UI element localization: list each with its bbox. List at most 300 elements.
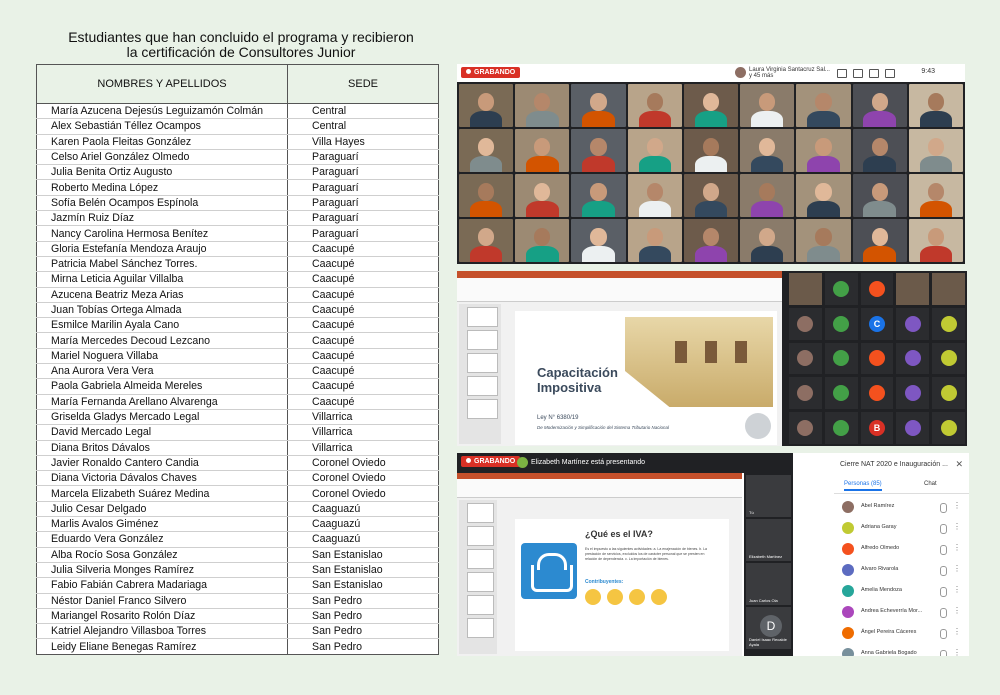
participant-tile[interactable] — [571, 129, 625, 172]
student-sede: Caacupé — [288, 333, 439, 348]
more-options-icon[interactable]: ⋮ — [953, 501, 961, 510]
meeting-topbar — [457, 64, 965, 82]
student-sede: Central — [288, 104, 439, 119]
video-label: Juan Carlos Ola — [749, 598, 778, 603]
column-header-names: NOMBRES Y APELLIDOS — [37, 65, 288, 104]
participant-tile[interactable] — [459, 219, 513, 262]
participant-body — [920, 156, 953, 172]
person-icon — [607, 589, 623, 605]
table-row — [37, 578, 439, 593]
recording-badge — [461, 67, 520, 78]
participant-tile[interactable] — [796, 219, 850, 262]
participant-row[interactable] — [834, 539, 969, 560]
table-row — [37, 532, 439, 547]
video-label: Tú — [749, 510, 754, 515]
student-sede: Caaguazú — [288, 517, 439, 532]
current-slide — [515, 311, 777, 445]
student-sede: Caaguazú — [288, 532, 439, 547]
slide-title-line-1: Capacitación — [537, 365, 618, 380]
participant-face — [759, 138, 775, 155]
participant-body — [470, 201, 503, 217]
participant-face — [647, 138, 663, 155]
participant-tile[interactable] — [628, 129, 682, 172]
presenting-label: Elizabeth Martínez está presentando — [531, 459, 646, 466]
more-options-icon[interactable]: ⋮ — [953, 606, 961, 615]
participant-tile[interactable] — [896, 343, 929, 375]
student-name: Marcela Elizabeth Suárez Medina — [37, 486, 288, 501]
participant-tile[interactable] — [789, 377, 822, 409]
record-icon — [466, 69, 471, 74]
company-icon — [629, 589, 645, 605]
table-row — [37, 455, 439, 470]
participant-face — [815, 138, 831, 155]
slide-thumb[interactable] — [467, 526, 494, 546]
slide-title — [537, 365, 618, 395]
student-name: Alba Rocío Sosa González — [37, 547, 288, 562]
ppt-titlebar — [457, 473, 742, 479]
participant-tile[interactable] — [571, 219, 625, 262]
student-sede: Caacupé — [288, 256, 439, 271]
student-name: Azucena Beatriz Meza Arias — [37, 287, 288, 302]
table-row — [37, 379, 439, 394]
table-body — [37, 104, 439, 655]
participant-tile[interactable] — [896, 308, 929, 340]
avatar — [842, 522, 854, 534]
avatar — [842, 648, 854, 656]
participant-tile[interactable] — [909, 174, 963, 217]
mic-off-icon — [940, 566, 947, 576]
participant-tile[interactable] — [825, 308, 858, 340]
slide-thumb[interactable] — [467, 330, 498, 350]
participant-tile[interactable] — [515, 129, 569, 172]
more-options-icon[interactable]: ⋮ — [953, 564, 961, 573]
table-row — [37, 425, 439, 440]
participant-tile[interactable] — [796, 129, 850, 172]
student-sede: San Estanislao — [288, 547, 439, 562]
participant-tile[interactable] — [628, 84, 682, 127]
iva-screenshot — [457, 453, 969, 656]
participant-name: Alvaro Rivarola — [861, 566, 899, 572]
slide-thumb[interactable] — [467, 353, 498, 373]
slide-heading: ¿Qué es el IVA? — [585, 529, 653, 539]
participant-body — [639, 111, 672, 127]
mic-off-icon — [940, 503, 947, 513]
avatar — [797, 420, 813, 436]
more-options-icon[interactable]: ⋮ — [953, 648, 961, 656]
avatar — [941, 420, 957, 436]
student-name: Paola Gabriela Almeida Mereles — [37, 379, 288, 394]
slide-thumb[interactable] — [467, 376, 498, 396]
participant-tile[interactable] — [853, 129, 907, 172]
table-row — [37, 501, 439, 516]
participant-tile[interactable] — [896, 273, 929, 305]
participant-tile[interactable] — [861, 377, 894, 409]
student-sede: Villa Hayes — [288, 134, 439, 149]
table-row — [37, 180, 439, 195]
avatar — [842, 627, 854, 639]
participant-face — [928, 183, 944, 200]
student-sede: Caacupé — [288, 318, 439, 333]
participant-tile[interactable] — [571, 84, 625, 127]
participant-tile[interactable] — [825, 273, 858, 305]
participant-row[interactable] — [834, 644, 969, 656]
participant-face — [478, 138, 494, 155]
participant-tile[interactable] — [515, 219, 569, 262]
participant-face — [928, 93, 944, 110]
slide-contrib-label: Contribuyentes: — [585, 579, 624, 585]
slide-thumb[interactable] — [467, 503, 494, 523]
participant-tile[interactable] — [896, 412, 929, 444]
building-image — [625, 317, 773, 407]
student-name: Mariangel Rosarito Rolón Díaz — [37, 608, 288, 623]
student-sede: Caacupé — [288, 379, 439, 394]
participant-row[interactable] — [834, 623, 969, 644]
person-icon — [585, 589, 601, 605]
participant-face — [759, 228, 775, 245]
current-slide — [515, 519, 729, 651]
ppt-thumbnails — [459, 304, 501, 444]
avatar — [797, 385, 813, 401]
participant-tile[interactable] — [853, 219, 907, 262]
mic-off-icon — [940, 650, 947, 656]
participant-tile[interactable] — [684, 129, 738, 172]
participant-tile[interactable] — [909, 84, 963, 127]
ppt-ribbon — [457, 271, 782, 302]
student-name: Diana Victoria Dávalos Chaves — [37, 471, 288, 486]
table-row — [37, 624, 439, 639]
slide-thumb[interactable] — [467, 549, 494, 569]
participant-body — [863, 111, 896, 127]
participant-tile[interactable] — [684, 219, 738, 262]
participant-tile[interactable] — [628, 174, 682, 217]
student-name: Fabio Fabián Cabrera Madariaga — [37, 578, 288, 593]
participant-face — [647, 93, 663, 110]
participant-grid-small — [787, 271, 967, 446]
participant-tile[interactable] — [789, 273, 822, 305]
tab-chat[interactable]: Chat — [924, 481, 937, 487]
avatar — [905, 385, 921, 401]
participant-tile[interactable] — [459, 84, 513, 127]
participant-body — [863, 156, 896, 172]
slide-thumb[interactable] — [467, 618, 494, 638]
participant-tile[interactable] — [825, 377, 858, 409]
participant-body — [639, 156, 672, 172]
participant-body — [470, 156, 503, 172]
student-sede: Central — [288, 119, 439, 134]
mic-off-icon — [940, 587, 947, 597]
student-name: Gloria Estefanía Mendoza Araujo — [37, 241, 288, 256]
slide-thumb[interactable] — [467, 399, 498, 419]
decorative-circle — [745, 413, 771, 439]
mic-off-icon — [940, 545, 947, 555]
student-name: Patricia Mabel Sánchez Torres. — [37, 256, 288, 271]
participant-row[interactable] — [834, 560, 969, 581]
table-row — [37, 149, 439, 164]
student-sede: San Pedro — [288, 608, 439, 623]
student-sede: Paraguarí — [288, 180, 439, 195]
participant-tile[interactable] — [861, 308, 894, 340]
student-sede: Paraguarí — [288, 195, 439, 210]
participant-tile[interactable] — [932, 308, 965, 340]
avatar — [833, 385, 849, 401]
participant-tile[interactable] — [740, 219, 794, 262]
participant-body — [807, 111, 840, 127]
more-options-icon[interactable]: ⋮ — [953, 585, 961, 594]
table-row — [37, 211, 439, 226]
avatar: C — [869, 316, 885, 332]
participant-face — [872, 138, 888, 155]
slide-thumb[interactable] — [467, 572, 494, 592]
student-sede: Caacupé — [288, 302, 439, 317]
table-row — [37, 104, 439, 119]
participant-tile[interactable] — [909, 219, 963, 262]
table-row — [37, 639, 439, 654]
table-row — [37, 119, 439, 134]
participant-tile[interactable] — [740, 174, 794, 217]
avatar — [797, 316, 813, 332]
student-name: Esmilce Marilin Ayala Cano — [37, 318, 288, 333]
student-sede: San Estanislao — [288, 578, 439, 593]
participant-tile[interactable] — [789, 412, 822, 444]
participant-tile[interactable] — [459, 129, 513, 172]
meeting-screenshot-grid — [457, 64, 965, 264]
student-sede: Caacupé — [288, 348, 439, 363]
participant-row[interactable] — [834, 602, 969, 623]
participant-tile[interactable] — [628, 219, 682, 262]
table-row — [37, 547, 439, 562]
participant-face — [703, 183, 719, 200]
student-name: Julio Cesar Delgado — [37, 501, 288, 516]
student-name: Marlis Avalos Giménez — [37, 517, 288, 532]
avatar — [941, 350, 957, 366]
student-sede: Villarrica — [288, 440, 439, 455]
table-row — [37, 302, 439, 317]
avatar — [833, 316, 849, 332]
avatar — [941, 385, 957, 401]
participant-name: Amelia Mendoza — [861, 587, 902, 593]
participant-body — [807, 201, 840, 217]
participant-face — [703, 93, 719, 110]
participant-body — [807, 156, 840, 172]
participant-tile[interactable] — [796, 84, 850, 127]
table-row — [37, 165, 439, 180]
participant-face — [703, 228, 719, 245]
participant-row[interactable] — [834, 497, 969, 518]
column-header-sede: SEDE — [288, 65, 439, 104]
participant-tile[interactable] — [861, 273, 894, 305]
more-icon[interactable] — [885, 69, 895, 78]
table-row — [37, 241, 439, 256]
participant-tile[interactable] — [459, 174, 513, 217]
participant-face — [534, 228, 550, 245]
participant-tile[interactable] — [740, 84, 794, 127]
student-name: Sofía Belén Ocampos Espínola — [37, 195, 288, 210]
participant-face — [478, 93, 494, 110]
table-row — [37, 364, 439, 379]
activities-icon[interactable] — [869, 69, 879, 78]
participant-body — [582, 111, 615, 127]
participant-tile[interactable] — [932, 343, 965, 375]
document-title — [36, 30, 446, 60]
slide-thumb[interactable] — [467, 307, 498, 327]
participant-row[interactable] — [834, 518, 969, 539]
video-tile[interactable] — [746, 563, 791, 605]
participant-tile[interactable] — [932, 377, 965, 409]
panel-title: Cierre NAT 2020 e Inauguración ... — [840, 461, 948, 468]
host-info — [749, 67, 830, 79]
participant-face — [703, 138, 719, 155]
video-tile[interactable] — [746, 607, 791, 649]
presenting-bar — [457, 453, 793, 473]
participant-body — [582, 156, 615, 172]
student-sede: Paraguarí — [288, 211, 439, 226]
participant-face — [815, 228, 831, 245]
participant-tile[interactable] — [909, 129, 963, 172]
participant-tile[interactable] — [896, 377, 929, 409]
table-row — [37, 348, 439, 363]
more-options-icon[interactable]: ⋮ — [953, 627, 961, 636]
table-header-row — [37, 65, 439, 104]
participant-face — [590, 228, 606, 245]
avatar — [842, 585, 854, 597]
company-icon — [651, 589, 667, 605]
participant-body — [582, 246, 615, 262]
student-name: Leidy Eliane Benegas Ramírez — [37, 639, 288, 654]
student-sede: Caacupé — [288, 272, 439, 287]
student-name: Néstor Daniel Franco Silvero — [37, 593, 288, 608]
participant-tile[interactable] — [684, 84, 738, 127]
student-sede: San Pedro — [288, 639, 439, 654]
participant-tile[interactable] — [515, 84, 569, 127]
close-icon[interactable]: ✕ — [955, 459, 963, 469]
participant-body — [920, 201, 953, 217]
student-name: Mariel Noguera Villaba — [37, 348, 288, 363]
participant-tile[interactable] — [861, 412, 894, 444]
chat-icon[interactable] — [853, 69, 863, 78]
participant-body — [639, 201, 672, 217]
tab-people[interactable]: Personas (85) — [844, 481, 882, 491]
avatar — [869, 350, 885, 366]
table-row — [37, 333, 439, 348]
mic-off-icon — [940, 608, 947, 618]
participant-face — [534, 183, 550, 200]
participant-tile[interactable] — [825, 343, 858, 375]
table-row — [37, 593, 439, 608]
participant-face — [647, 228, 663, 245]
video-tile[interactable] — [746, 519, 791, 561]
student-name: Julia Benita Ortiz Augusto — [37, 165, 288, 180]
avatar — [905, 420, 921, 436]
student-sede: Coronel Oviedo — [288, 486, 439, 501]
participant-name: Andrea Echeverría Mor... — [861, 608, 923, 614]
participant-tile[interactable] — [932, 412, 965, 444]
student-sede: San Estanislao — [288, 562, 439, 577]
participant-face — [815, 183, 831, 200]
people-icon[interactable] — [837, 69, 847, 78]
participant-tile[interactable] — [789, 308, 822, 340]
recording-badge — [461, 456, 520, 467]
participant-tile[interactable] — [789, 343, 822, 375]
student-sede: Villarrica — [288, 409, 439, 424]
avatar — [517, 457, 528, 468]
student-sede: Coronel Oviedo — [288, 471, 439, 486]
student-sede: Paraguarí — [288, 149, 439, 164]
student-name: Eduardo Vera González — [37, 532, 288, 547]
avatar — [869, 385, 885, 401]
participant-tile[interactable] — [571, 174, 625, 217]
table-row — [37, 608, 439, 623]
building-window — [735, 341, 747, 363]
participant-name: Adriana Garay — [861, 524, 897, 530]
student-name: Diana Britos Dávalos — [37, 440, 288, 455]
participant-body — [470, 111, 503, 127]
table-row — [37, 256, 439, 271]
title-line-1: Estudiantes que han concluido el programa y recibieron — [68, 29, 414, 45]
table-row — [37, 471, 439, 486]
student-name: Mirna Leticia Aguilar Villalba — [37, 272, 288, 287]
participant-tile[interactable] — [853, 174, 907, 217]
student-name: María Fernanda Arellano Alvarenga — [37, 394, 288, 409]
host-more: y 45 más — [749, 73, 774, 79]
student-name: Jazmín Ruiz Díaz — [37, 211, 288, 226]
slide-thumb[interactable] — [467, 595, 494, 615]
student-sede: Villarrica — [288, 425, 439, 440]
participant-name: Ángel Pereira Cáceres — [861, 629, 917, 635]
table-row — [37, 394, 439, 409]
avatar — [869, 281, 885, 297]
participant-name: Anna Gabriela Bogado — [861, 650, 917, 656]
participant-tile[interactable] — [861, 343, 894, 375]
avatar — [842, 606, 854, 618]
participant-body — [920, 111, 953, 127]
participant-body — [863, 246, 896, 262]
participant-name: Alfredo Olmedo — [861, 545, 900, 551]
participant-tile[interactable] — [740, 129, 794, 172]
mic-off-icon — [940, 524, 947, 534]
more-options-icon[interactable]: ⋮ — [953, 543, 961, 552]
participant-tile[interactable] — [796, 174, 850, 217]
student-name: Celso Ariel González Olmedo — [37, 149, 288, 164]
participant-tile[interactable] — [515, 174, 569, 217]
student-name: Griselda Gladys Mercado Legal — [37, 409, 288, 424]
basket-body — [531, 565, 573, 592]
participant-grid — [459, 84, 963, 262]
participant-body — [863, 201, 896, 217]
participant-tile[interactable] — [684, 174, 738, 217]
participant-tile[interactable] — [853, 84, 907, 127]
student-sede: Paraguarí — [288, 226, 439, 241]
participant-tile[interactable] — [932, 273, 965, 305]
more-options-icon[interactable]: ⋮ — [953, 522, 961, 531]
student-name: María Azucena Dejesús Leguizamón Colmán — [37, 104, 288, 119]
ppt-ribbon — [457, 473, 742, 498]
participant-face — [928, 138, 944, 155]
avatar — [735, 67, 746, 78]
participant-face — [534, 93, 550, 110]
slide-subtitle: De Modernización y Simplificación del Sistema Tributario Nacional — [537, 425, 669, 430]
participant-tile[interactable] — [825, 412, 858, 444]
video-tile[interactable] — [746, 475, 791, 517]
participant-row[interactable] — [834, 581, 969, 602]
participant-name: Abel Ramírez — [861, 503, 895, 509]
participant-face — [534, 138, 550, 155]
avatar — [797, 350, 813, 366]
students-table — [36, 64, 439, 655]
participant-body — [920, 246, 953, 262]
participant-body — [751, 156, 784, 172]
participant-body — [526, 201, 559, 217]
participant-face — [872, 228, 888, 245]
